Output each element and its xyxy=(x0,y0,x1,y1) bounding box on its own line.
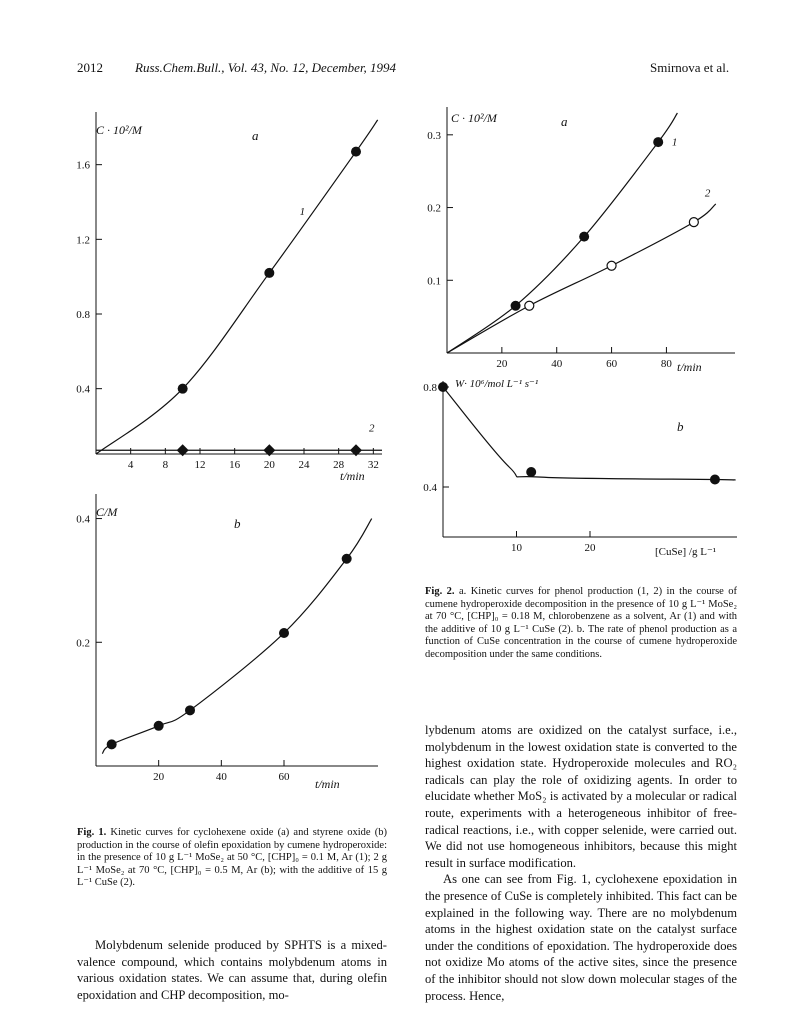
fig2a-series-1-line xyxy=(447,113,677,353)
fig2a-series-2-label: 2 xyxy=(704,187,711,200)
fig1a-x-tick-label: 32 xyxy=(367,459,379,471)
journal-citation-text: Russ.Chem.Bull., Vol. 43, No. 12, December, 1994 xyxy=(135,60,397,75)
right-paragraph-2: As one can see from Fig. 1, cyclohexene epoxidation in the presence of CuSe is completely inhibited. This fact can be explained in the following way. There are no molybdenum atoms in the highest oxidation state on the catalyst surface under the conditions of epoxidation. The hydroperoxide does not oxidize Mo atoms of the active sites, since the presence of the inhibitor should not slow down molecular stages of the process. Hence, xyxy=(425,872,737,1003)
fig1a-x-tick-label: 8 xyxy=(162,459,169,471)
fig2a-series-1-point xyxy=(579,232,589,242)
fig1b-panel-label: b xyxy=(234,516,241,531)
fig1b-series-1-line xyxy=(102,519,371,754)
fig1a-panel-label: a xyxy=(252,128,259,143)
fig1b-series-1-point xyxy=(107,739,117,749)
fig2b-x-tick-label: 20 xyxy=(584,542,596,554)
fig1b-series-1-point xyxy=(185,705,195,715)
fig2a-series-2-point xyxy=(689,218,698,227)
right-column-text xyxy=(425,722,737,1004)
fig2b-xlabel: [CuSe] /g L⁻¹ xyxy=(655,546,717,558)
fig1b-xlabel: t/min xyxy=(315,777,340,791)
fig2a-series-2-point xyxy=(607,261,616,270)
fig1a-series-1-line xyxy=(96,120,378,454)
fig1a-x-tick-label: 12 xyxy=(194,459,206,471)
fig2a-y-tick-label: 0.2 xyxy=(427,202,441,215)
fig2b-y-tick-label: 0.8 xyxy=(423,382,437,394)
fig1b-y-tick-label: 0.2 xyxy=(76,637,90,650)
fig1b-series-1-point xyxy=(279,628,289,638)
fig2b-x-tick-label: 10 xyxy=(511,542,522,554)
fig2b-chart xyxy=(405,375,745,565)
fig2-caption xyxy=(425,586,737,662)
authors: Smirnova et al. xyxy=(650,60,730,75)
fig2a-y-tick-label: 0.1 xyxy=(427,275,441,288)
fig2b-series-1-point xyxy=(710,475,720,485)
fig1a-ylabel: C · 10²/M xyxy=(96,123,142,137)
fig2a-series-2-point xyxy=(525,301,534,310)
fig2a-series-1-point xyxy=(653,137,663,147)
fig2a-ylabel: C · 10²/M xyxy=(451,111,497,125)
fig2a-x-tick-label: 20 xyxy=(496,358,508,370)
fig2b-series-1-point xyxy=(438,382,448,392)
fig1b-series-1-point xyxy=(342,554,352,564)
fig2b-series-1-point xyxy=(526,467,536,477)
fig1a-y-tick-label: 0.4 xyxy=(76,383,90,396)
fig2b-series-1-line xyxy=(443,387,735,480)
fig1a-y-tick-label: 1.2 xyxy=(76,234,90,247)
fig1-caption xyxy=(77,827,387,890)
fig2b-ylabel: W· 10⁶/mol L⁻¹ s⁻¹ xyxy=(455,378,539,390)
fig1b-x-tick-label: 20 xyxy=(153,771,165,783)
fig1a-y-tick-label: 1.6 xyxy=(76,159,90,172)
left-paragraph: Molybdenum selenide produced by SPHTS is a mixed-valence compound, which contains molybdenum atoms in various oxidation states. We can assume that, during olefin epoxidation and CHP decomposition, mo- xyxy=(77,938,387,1002)
fig1b-y-tick-label: 0.4 xyxy=(76,513,90,526)
fig1a-x-tick-label: 16 xyxy=(229,459,241,471)
fig2-caption-text: a. Kinetic curves for phenol production (1, 2) in the course of cumene hydroperoxide decomposition in the presence of 10 g L⁻¹ MoSe₂ at 70 °C, [CHP]₀ = 0.18 M, chlorobenzene as a solvent, Ar (1) and with the additive of 10 g L⁻¹ CuSe (2). b. The rate of phenol production as a function of CuSe concentration in the course of cumene hydroperoxide decomposition under the same conditions. xyxy=(425,586,738,660)
fig2-caption-label: Fig. 2. xyxy=(425,586,455,597)
fig1a-x-tick-label: 4 xyxy=(127,459,134,471)
fig1b-chart xyxy=(76,500,410,800)
fig1a-series-1-point xyxy=(264,268,274,278)
page-number: 2012 xyxy=(77,60,103,75)
fig2a-y-tick-label: 0.3 xyxy=(427,129,441,142)
fig1b-ylabel: C/M xyxy=(96,505,118,519)
fig1b-series-1-point xyxy=(154,721,164,731)
right-paragraph-1: lybdenum atoms are oxidized on the catalyst surface, i.e., molybdenum in the lowest oxidation state is converted to the highest oxidation state. Hydroperoxide molecules and RO₂ radicals can play the role of oxidizing agents. In order to elucidate whether MoS₂ is activated by a molecular or radical route, experiments with a heterogeneous inhibitor of free-radical reactions, i.e., with copper selenide, were carried out. We did not use homogeneous inhibitors, because this might result in surface modification. xyxy=(425,723,737,870)
fig2a-chart xyxy=(425,110,745,375)
fig1b-x-tick-label: 40 xyxy=(215,771,227,783)
fig1a-series-1-point xyxy=(178,384,188,394)
fig1-caption-label: Fig. 1. xyxy=(77,827,107,838)
journal-citation xyxy=(135,60,396,76)
fig1b-x-tick-label: 60 xyxy=(278,771,290,783)
fig2a-xlabel: t/min xyxy=(677,360,702,374)
fig1a-series-1-label: 1 xyxy=(299,206,306,219)
fig2a-series-1-point xyxy=(511,301,521,311)
fig1a-x-tick-label: 20 xyxy=(263,459,275,471)
fig1a-xlabel: t/min xyxy=(340,469,365,483)
fig2a-series-1-label: 1 xyxy=(671,136,678,149)
fig2a-x-tick-label: 40 xyxy=(551,358,563,370)
fig1a-series-2-label: 2 xyxy=(369,422,375,435)
fig1a-y-tick-label: 0.8 xyxy=(76,309,90,321)
fig1a-x-tick-label: 28 xyxy=(333,459,345,471)
fig2a-x-tick-label: 60 xyxy=(606,358,618,370)
fig2a-series-2-line xyxy=(447,204,716,353)
fig2a-panel-label: a xyxy=(561,114,568,129)
fig2b-y-tick-label: 0.4 xyxy=(423,482,437,494)
fig1a-x-tick-label: 24 xyxy=(298,459,310,471)
fig1-caption-text: Kinetic curves for cyclohexene oxide (a) and styrene oxide (b) production in the course of olefin epoxidation by cumene hydroperoxide: in the presence of 10 g L⁻¹ MoSe₂ at 50 °C, [CHP]₀ = 0.1 M, Ar (1); 2 g L⁻¹ MoSe₂ at 70 °C, [CHP]₀ = 0.5 M, Ar (b); with the additive of 15 g L⁻¹ CuSe (2). xyxy=(77,827,387,889)
fig2a-x-tick-label: 80 xyxy=(660,358,672,370)
left-column-text xyxy=(77,937,387,1003)
fig2b-panel-label: b xyxy=(677,419,684,434)
fig1a-chart xyxy=(76,110,410,490)
fig1a-series-1-point xyxy=(351,147,361,157)
